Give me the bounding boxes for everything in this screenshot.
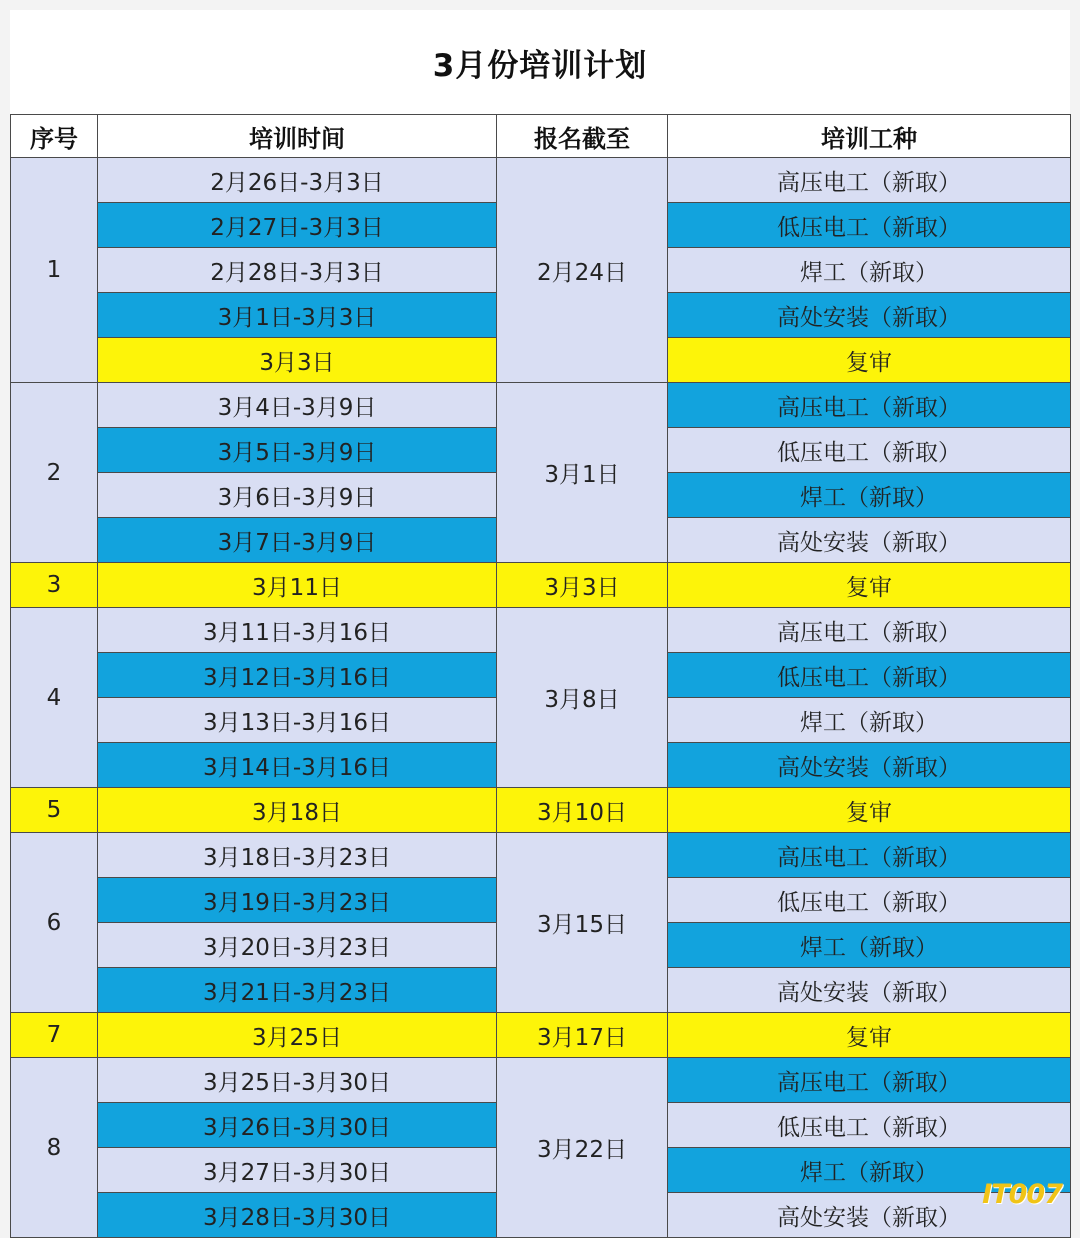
- cell-training-time: 3月5日-3月9日: [98, 428, 497, 473]
- header-cell-deadline: 报名截至: [497, 115, 668, 158]
- cell-training-time: 2月26日-3月3日: [98, 158, 497, 203]
- cell-training-type: 复审: [668, 338, 1071, 383]
- header-cell-type: 培训工种: [668, 115, 1071, 158]
- cell-deadline: 3月8日: [497, 608, 668, 788]
- cell-training-type: 复审: [668, 563, 1071, 608]
- cell-training-type: 焊工（新取）: [668, 473, 1071, 518]
- table-row: [11, 158, 1071, 203]
- cell-training-time: 3月12日-3月16日: [98, 653, 497, 698]
- training-schedule-table: [10, 114, 1071, 1238]
- cell-training-time: 3月28日-3月30日: [98, 1193, 497, 1238]
- cell-group-no: 1: [11, 158, 98, 383]
- cell-training-type: 复审: [668, 1013, 1071, 1058]
- cell-training-type: 高处安装（新取）: [668, 293, 1071, 338]
- cell-training-time: 3月26日-3月30日: [98, 1103, 497, 1148]
- cell-training-type: 低压电工（新取）: [668, 428, 1071, 473]
- cell-training-time: 3月25日-3月30日: [98, 1058, 497, 1103]
- cell-training-time: 3月27日-3月30日: [98, 1148, 497, 1193]
- table-row: [11, 563, 1071, 608]
- cell-training-type: 焊工（新取）: [668, 698, 1071, 743]
- table-row: [11, 1058, 1071, 1103]
- cell-training-time: 3月7日-3月9日: [98, 518, 497, 563]
- cell-training-type: 高压电工（新取）: [668, 158, 1071, 203]
- cell-training-type: 高压电工（新取）: [668, 608, 1071, 653]
- cell-training-time: 3月11日: [98, 563, 497, 608]
- cell-deadline: 3月17日: [497, 1013, 668, 1058]
- cell-group-no: 6: [11, 833, 98, 1013]
- cell-training-time: 3月21日-3月23日: [98, 968, 497, 1013]
- cell-training-time: 3月18日-3月23日: [98, 833, 497, 878]
- cell-training-time: 3月18日: [98, 788, 497, 833]
- header-row: [11, 115, 1071, 158]
- cell-training-type: 焊工（新取）: [668, 248, 1071, 293]
- cell-training-type: 焊工（新取）: [668, 1148, 1071, 1193]
- cell-training-time: 3月4日-3月9日: [98, 383, 497, 428]
- watermark-text: IT007: [982, 1178, 1062, 1210]
- document-sheet: [10, 10, 1070, 1231]
- cell-group-no: 7: [11, 1013, 98, 1058]
- cell-training-type: 复审: [668, 788, 1071, 833]
- cell-deadline: 3月3日: [497, 563, 668, 608]
- cell-training-time: 2月28日-3月3日: [98, 248, 497, 293]
- cell-deadline: 3月10日: [497, 788, 668, 833]
- cell-group-no: 5: [11, 788, 98, 833]
- cell-training-time: 3月19日-3月23日: [98, 878, 497, 923]
- watermark-logo: [972, 1174, 1062, 1214]
- table-row: [11, 788, 1071, 833]
- cell-group-no: 8: [11, 1058, 98, 1238]
- cell-training-type: 低压电工（新取）: [668, 653, 1071, 698]
- page-title: 3月份培训计划: [432, 47, 648, 84]
- table-body: [11, 158, 1071, 1238]
- cell-training-type: 高处安装（新取）: [668, 968, 1071, 1013]
- cell-training-type: 低压电工（新取）: [668, 878, 1071, 923]
- cell-training-time: 3月25日: [98, 1013, 497, 1058]
- cell-training-type: 高压电工（新取）: [668, 833, 1071, 878]
- table-row: [11, 1013, 1071, 1058]
- cell-training-type: 低压电工（新取）: [668, 1103, 1071, 1148]
- cell-training-type: 高压电工（新取）: [668, 1058, 1071, 1103]
- table-row: [11, 608, 1071, 653]
- cell-training-time: 3月14日-3月16日: [98, 743, 497, 788]
- table-row: [11, 383, 1071, 428]
- header-cell-time: 培训时间: [98, 115, 497, 158]
- table-row: [11, 833, 1071, 878]
- cell-training-type: 焊工（新取）: [668, 923, 1071, 968]
- cell-training-time: 3月13日-3月16日: [98, 698, 497, 743]
- cell-training-type: 高处安装（新取）: [668, 518, 1071, 563]
- header-cell-no: 序号: [11, 115, 98, 158]
- cell-training-time: 3月1日-3月3日: [98, 293, 497, 338]
- cell-deadline: 3月15日: [497, 833, 668, 1013]
- cell-training-type: 低压电工（新取）: [668, 203, 1071, 248]
- cell-training-type: 高压电工（新取）: [668, 383, 1071, 428]
- cell-deadline: 2月24日: [497, 158, 668, 383]
- cell-training-time: 3月20日-3月23日: [98, 923, 497, 968]
- cell-training-type: 高处安装（新取）: [668, 1193, 1071, 1238]
- cell-training-time: 2月27日-3月3日: [98, 203, 497, 248]
- cell-deadline: 3月1日: [497, 383, 668, 563]
- cell-training-type: 高处安装（新取）: [668, 743, 1071, 788]
- cell-group-no: 4: [11, 608, 98, 788]
- cell-training-time: 3月11日-3月16日: [98, 608, 497, 653]
- cell-group-no: 3: [11, 563, 98, 608]
- cell-training-time: 3月3日: [98, 338, 497, 383]
- cell-deadline: 3月22日: [497, 1058, 668, 1238]
- cell-group-no: 2: [11, 383, 98, 563]
- cell-training-time: 3月6日-3月9日: [98, 473, 497, 518]
